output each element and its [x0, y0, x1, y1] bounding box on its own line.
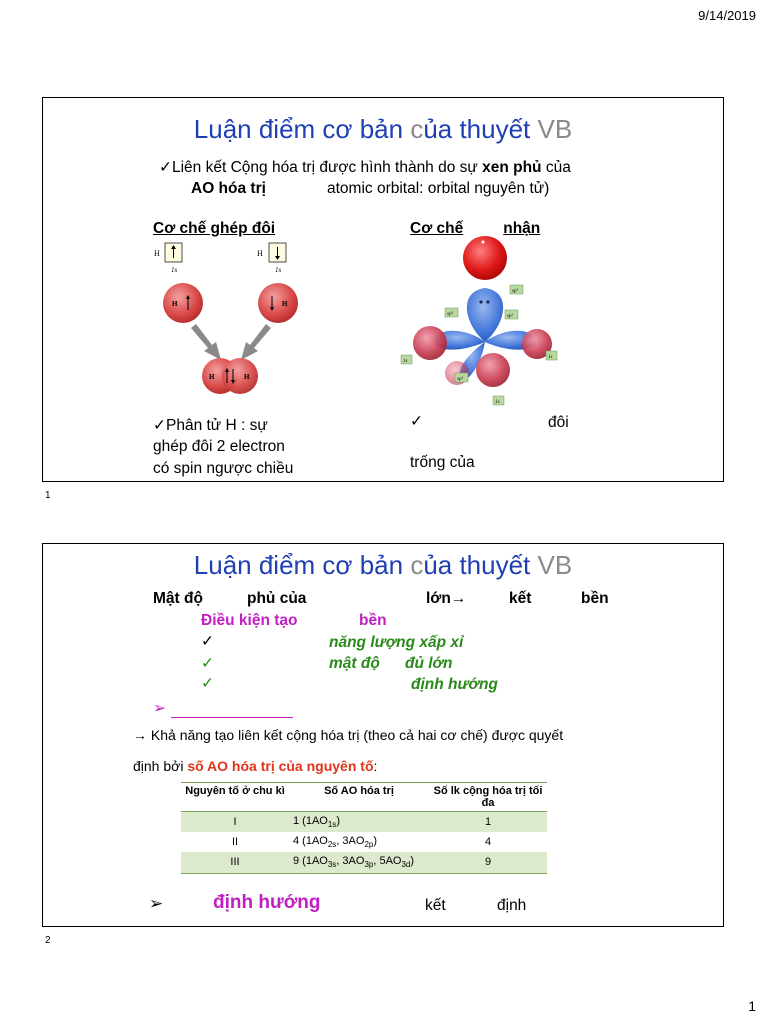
- table-header-row: [181, 783, 547, 812]
- overlap-label: phủ của: [247, 590, 307, 607]
- pairing-diagram: [148, 238, 318, 408]
- table-header-ao: Số AO hóa trị: [289, 783, 429, 812]
- svg-text:H: H: [209, 373, 215, 381]
- arrow-left-icon: [191, 324, 221, 360]
- donor-acceptor-diagram: [395, 230, 565, 415]
- slide-2: [42, 543, 724, 927]
- left-heading: Cơ chế ghép đôi: [153, 220, 276, 237]
- svg-text:H: H: [244, 373, 250, 381]
- condition-density: mật độ: [329, 655, 380, 672]
- svg-text:1s: 1s: [171, 266, 178, 274]
- paragraph-line-1: → Khả năng tạo liên kết cộng hóa trị (theo cả hai cơ chế) được quyết: [133, 727, 564, 743]
- date-header: 9/14/2019: [698, 8, 756, 23]
- h-orbital-3: [476, 353, 510, 387]
- condition-enough: đủ lớn: [405, 655, 453, 672]
- condition-stable: bền: [359, 612, 387, 629]
- density-label: Mật độ: [153, 590, 203, 607]
- svg-text:1s: 1s: [275, 266, 282, 274]
- check-3: ✓: [201, 675, 214, 692]
- table-row: I 1 $(1AO_{1s})$ 1: [181, 812, 547, 833]
- stable-label: bền: [581, 590, 609, 607]
- bottom-definite: định: [497, 897, 527, 914]
- proton-acceptor: [463, 236, 507, 280]
- larger-label: lớn→: [426, 590, 467, 607]
- condition-heading: Điều kiện tạo: [201, 612, 298, 629]
- page-number: 1: [748, 998, 756, 1014]
- table-row: II 4 ($1AO_{2s}$, $3AO_{2p}$) 4: [231, 835, 492, 850]
- h-orbital-1: [413, 326, 447, 360]
- table-row: III 9 ($1AO_{3s}$, $3AO_{3p}$, $5AO_{3d}$) 9: [181, 852, 547, 873]
- slide-2-number: 2: [45, 935, 51, 946]
- h-atom-left: [163, 283, 203, 323]
- check-1: ✓: [201, 633, 214, 650]
- svg-text:1s: 1s: [495, 400, 500, 405]
- condition-energy: năng lượng xấp xỉ: [329, 634, 464, 651]
- right-caption-trong: trống của: [410, 454, 475, 471]
- slide-1: [42, 97, 724, 482]
- svg-text:sp³: sp³: [507, 314, 513, 319]
- bottom-bullet-icon: ➢: [149, 894, 164, 913]
- intro-line-2b: atomic orbital: orbital nguyên tử): [327, 180, 550, 197]
- h-label-left: H: [154, 249, 160, 258]
- left-caption-2: ghép đôi 2 electron: [153, 438, 285, 455]
- left-caption-1: ✓Phân tử H : sự: [153, 417, 268, 434]
- intro-line-2a: AO hóa trị: [191, 180, 266, 197]
- svg-text:1s: 1s: [403, 359, 408, 364]
- svg-text:sp³: sp³: [447, 312, 453, 317]
- bottom-bond: kết: [425, 897, 446, 914]
- slide-1-number: 1: [45, 490, 51, 501]
- table-header-period: Nguyên tố ở chu kì: [181, 783, 289, 812]
- paragraph-line-2: định bởi số AO hóa trị của nguyên tố:: [133, 758, 378, 774]
- valence-ao-table: [181, 782, 547, 874]
- blank-underline: [171, 717, 293, 718]
- svg-text:H: H: [172, 300, 178, 308]
- svg-text:sp³: sp³: [457, 377, 463, 382]
- h-atom-right: [258, 283, 298, 323]
- h-label-right: H: [257, 249, 263, 258]
- slide-2-title: Luận điểm cơ bản của thuyết VB: [193, 550, 573, 580]
- arrow-right-icon: [241, 324, 271, 360]
- svg-text:1s: 1s: [548, 355, 553, 360]
- arrow-bullet-icon: ➢: [153, 700, 166, 717]
- bottom-direction: định hướng: [213, 892, 321, 913]
- check-2: ✓: [201, 655, 214, 672]
- slide-1-title: Luận điểm cơ bản của thuyết VB: [193, 114, 573, 144]
- svg-text:sp³: sp³: [512, 289, 518, 294]
- bond-label: kết: [509, 590, 532, 607]
- right-caption-doi: đôi: [548, 414, 569, 431]
- table-header-max: Số lk cộng hóa trị tối đa: [429, 783, 547, 812]
- right-check: ✓: [410, 413, 423, 430]
- left-caption-3: có spin ngược chiều: [153, 460, 294, 477]
- condition-direction: định hướng: [411, 676, 498, 693]
- intro-line-1: ✓Liên kết Cộng hóa trị được hình thành do sự xen phủ của: [159, 159, 571, 176]
- lone-pair-lobe: [467, 288, 503, 342]
- svg-text:H: H: [282, 300, 288, 308]
- right-heading: Cơ chế nhận: [410, 220, 541, 237]
